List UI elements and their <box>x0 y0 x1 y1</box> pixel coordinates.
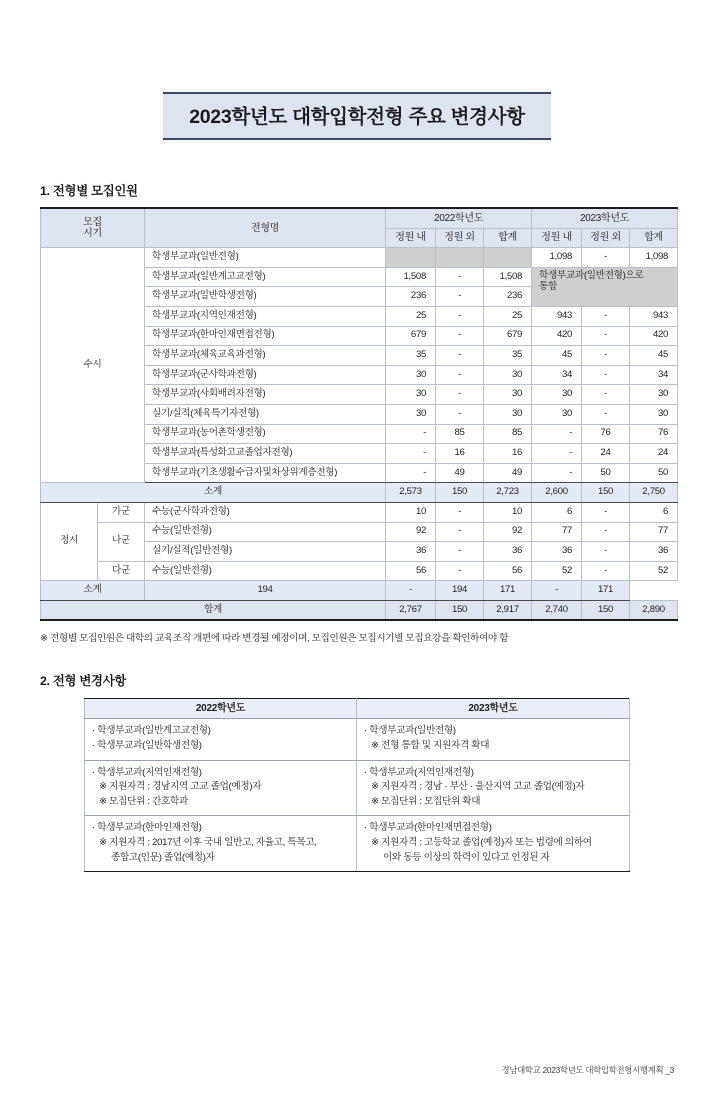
changes-line: ※ 지원자격 : 경남지역 고교 졸업(예정)자 <box>99 781 262 793</box>
changes-cell-2022 <box>85 760 357 816</box>
section2-heading: 2. 전형 변경사항 <box>40 674 127 689</box>
cell-2022-quota-out: - <box>436 287 484 307</box>
merged-integration-note <box>532 267 678 306</box>
cell-2023-quota-in: 77 <box>532 522 582 542</box>
subtotal-2022-sum: 2,723 <box>484 483 532 503</box>
program-name: 학생부교과(일반계고교전형) <box>145 267 386 287</box>
changes-table <box>84 698 630 872</box>
cell-2023-quota-out: - <box>582 542 630 562</box>
grand-total-2023-quota-out: 150 <box>582 600 630 620</box>
cell-2023-sum: 30 <box>630 404 678 424</box>
cell-2022-sum: 85 <box>484 424 532 444</box>
subtotal-row-susi <box>41 483 678 503</box>
page-title: 2023학년도 대학입학전형 주요 변경사항 <box>163 92 551 140</box>
changes-line: · 학생부교과(한마인재면접전형) <box>364 822 492 834</box>
cell-2023-quota-out: - <box>582 248 630 268</box>
cell-2023-quota-out: 76 <box>582 424 630 444</box>
changes-line: 종합고(인문) 졸업(예정)자 <box>111 851 215 863</box>
changes-cell-2023 <box>357 760 630 816</box>
header-year-2023: 2023학년도 <box>532 208 678 228</box>
changes-line: · 학생부교과(일반계고교전형) <box>92 725 211 737</box>
cell-2023-quota-out: - <box>582 404 630 424</box>
cell-2022-sum: 30 <box>484 385 532 405</box>
cell-2022-quota-in: 10 <box>386 502 436 522</box>
cell-2022-quota-out: 85 <box>436 424 484 444</box>
cell-2023-quota-out: 24 <box>582 444 630 464</box>
changes-line: ※ 모집단위 : 모집단위 확대 <box>371 795 481 807</box>
program-name: 수능(군사학과전형) <box>145 502 386 522</box>
changes-line: ※ 모집단위 : 간호학과 <box>99 795 188 807</box>
cell-2022-quota-in: 35 <box>386 346 436 366</box>
subtotal-2023-quota-in: 2,600 <box>532 483 582 503</box>
group-label-jeongsi: 정시 <box>41 502 98 580</box>
changes-cell-2023 <box>357 719 630 760</box>
changes-row <box>85 816 630 872</box>
cell-2022-sum: 92 <box>484 522 532 542</box>
grand-total-2022-quota-out: 150 <box>436 600 484 620</box>
cell-2022-sum <box>484 248 532 268</box>
cell-2023-quota-in: 34 <box>532 365 582 385</box>
grand-total-2023-sum: 2,890 <box>630 600 678 620</box>
header-2023-quota-out: 정원 외 <box>582 228 630 248</box>
cell-2022-quota-in: 679 <box>386 326 436 346</box>
cell-2023-quota-in: 30 <box>532 404 582 424</box>
cell-2023-sum: 420 <box>630 326 678 346</box>
subtotal-2023-quota-out: - <box>532 581 582 601</box>
cell-2022-quota-out: - <box>436 404 484 424</box>
header-2023-sum: 합계 <box>630 228 678 248</box>
cell-2023-quota-out: - <box>582 326 630 346</box>
cell-2023-quota-in: 6 <box>532 502 582 522</box>
table-row <box>41 561 678 581</box>
cell-2023-sum: 77 <box>630 522 678 542</box>
changes-line: ※ 지원자격 : 2017년 이후 국내 일반고, 자율고, 특목고, <box>99 836 317 848</box>
subtotal-2022-sum: 194 <box>436 581 484 601</box>
cell-2023-sum: 24 <box>630 444 678 464</box>
cell-2022-quota-out: - <box>436 306 484 326</box>
table-row <box>41 502 678 522</box>
changes-line: · 학생부교과(한마인재전형) <box>92 822 202 834</box>
cell-2022-quota-in: 30 <box>386 385 436 405</box>
changes-row <box>85 719 630 760</box>
subtotal-2022-quota-in: 2,573 <box>386 483 436 503</box>
changes-cell-2022 <box>85 816 357 872</box>
program-name: 실기/실적(일반전형) <box>145 542 386 562</box>
merged-note-line1: 학생부교과(일반전형)으로 <box>539 269 644 281</box>
changes-line: · 학생부교과(지역인재전형) <box>92 766 202 778</box>
cell-2022-quota-out: 16 <box>436 444 484 464</box>
cell-2022-quota-in <box>386 248 436 268</box>
cell-2022-quota-in: 236 <box>386 287 436 307</box>
cell-2022-sum: 49 <box>484 463 532 483</box>
program-name: 학생부교과(농어촌학생전형) <box>145 424 386 444</box>
cell-2022-sum: 30 <box>484 404 532 424</box>
cell-2023-sum: 52 <box>630 561 678 581</box>
cell-2022-quota-out <box>436 248 484 268</box>
header-2022-sum: 합계 <box>484 228 532 248</box>
program-name: 학생부교과(일반학생전형) <box>145 287 386 307</box>
program-name: 학생부교과(기초생활수급자및차상위계층전형) <box>145 463 386 483</box>
cell-2022-quota-out: - <box>436 542 484 562</box>
cell-2022-quota-in: 36 <box>386 542 436 562</box>
subtotal-2022-quota-out: 150 <box>436 483 484 503</box>
cell-2023-quota-out: - <box>582 385 630 405</box>
program-name: 학생부교과(한마인재면접전형) <box>145 326 386 346</box>
cell-2023-quota-in: 45 <box>532 346 582 366</box>
changes-line: 이와 동등 이상의 학력이 있다고 인정된 자 <box>383 851 550 863</box>
cell-2023-sum: 34 <box>630 365 678 385</box>
cell-2023-sum: 76 <box>630 424 678 444</box>
cell-2023-sum: 45 <box>630 346 678 366</box>
cell-2022-sum: 25 <box>484 306 532 326</box>
changes-line: ※ 지원자격 : 경남 · 부산 · 울산지역 고교 졸업(예정)자 <box>371 781 585 793</box>
group-label-na: 나군 <box>98 522 145 561</box>
cell-2023-quota-in: 1,098 <box>532 248 582 268</box>
grand-total-2023-quota-in: 2,740 <box>532 600 582 620</box>
cell-2022-sum: 16 <box>484 444 532 464</box>
subtotal-row-jeongsi <box>41 581 678 601</box>
changes-table-wrap <box>40 698 674 872</box>
program-name: 수능(일반전형) <box>145 561 386 581</box>
changes-row <box>85 760 630 816</box>
cell-2022-quota-out: - <box>436 365 484 385</box>
page-footer: 경남대학교 2023학년도 대학입학전형시행계획 _3 <box>501 1065 674 1075</box>
group-label-ga: 가군 <box>98 502 145 522</box>
header-program-name: 전형명 <box>145 208 386 248</box>
header-year-2022: 2022학년도 <box>386 208 532 228</box>
cell-2023-quota-in: - <box>532 424 582 444</box>
cell-2023-quota-in: - <box>532 463 582 483</box>
cell-2022-quota-in: 30 <box>386 404 436 424</box>
changes-line: · 학생부교과(지역인재전형) <box>364 766 474 778</box>
cell-2022-sum: 1,508 <box>484 267 532 287</box>
cell-2022-quota-out: - <box>436 267 484 287</box>
program-name: 학생부교과(지역인재전형) <box>145 306 386 326</box>
cell-2023-quota-in: 420 <box>532 326 582 346</box>
grand-total-2022-quota-in: 2,767 <box>386 600 436 620</box>
cell-2023-sum: 36 <box>630 542 678 562</box>
cell-2023-quota-out: - <box>582 365 630 385</box>
header-2023-quota-in: 정원 내 <box>532 228 582 248</box>
changes-header-2022: 2022학년도 <box>85 699 357 719</box>
cell-2022-quota-out: - <box>436 385 484 405</box>
program-name: 학생부교과(특성화고교졸업자전형) <box>145 444 386 464</box>
program-name: 학생부교과(군사학과전형) <box>145 365 386 385</box>
cell-2022-quota-in: 56 <box>386 561 436 581</box>
cell-2022-sum: 56 <box>484 561 532 581</box>
cell-2023-quota-out: - <box>582 502 630 522</box>
group-label-da: 다군 <box>98 561 145 581</box>
changes-line: ※ 전형 통합 및 지원자격 확대 <box>371 740 490 752</box>
subtotal-2023-quota-in: 171 <box>484 581 532 601</box>
subtotal-2022-quota-in: 194 <box>145 581 386 601</box>
cell-2023-sum: 30 <box>630 385 678 405</box>
table-row <box>41 248 678 268</box>
cell-2023-quota-in: - <box>532 444 582 464</box>
program-name: 실기/실적(체육특기자전형) <box>145 404 386 424</box>
cell-2022-quota-in: - <box>386 463 436 483</box>
cell-2022-quota-out: - <box>436 522 484 542</box>
subtotal-2023-sum: 2,750 <box>630 483 678 503</box>
admission-quota-table <box>40 207 678 621</box>
cell-2022-sum: 236 <box>484 287 532 307</box>
cell-2023-quota-in: 943 <box>532 306 582 326</box>
table-header-row-1 <box>41 208 678 228</box>
changes-header-2023: 2023학년도 <box>357 699 630 719</box>
changes-cell-2023 <box>357 816 630 872</box>
cell-2022-quota-out: - <box>436 346 484 366</box>
grand-total-row <box>41 600 678 620</box>
cell-2022-sum: 36 <box>484 542 532 562</box>
cell-2022-quota-in: 92 <box>386 522 436 542</box>
program-name: 수능(일반전형) <box>145 522 386 542</box>
program-name: 학생부교과(일반전형) <box>145 248 386 268</box>
subtotal-label: 소계 <box>41 581 145 601</box>
cell-2023-quota-in: 36 <box>532 542 582 562</box>
cell-2023-quota-out: 50 <box>582 463 630 483</box>
cell-2022-quota-out: - <box>436 502 484 522</box>
cell-2022-quota-out: - <box>436 561 484 581</box>
table-row <box>41 522 678 542</box>
cell-2022-sum: 30 <box>484 365 532 385</box>
subtotal-2023-quota-out: 150 <box>582 483 630 503</box>
cell-2023-sum: 50 <box>630 463 678 483</box>
cell-2023-quota-out: - <box>582 561 630 581</box>
cell-2023-quota-in: 30 <box>532 385 582 405</box>
cell-2022-sum: 10 <box>484 502 532 522</box>
changes-header-row <box>85 699 630 719</box>
cell-2022-quota-in: - <box>386 444 436 464</box>
program-name: 학생부교과(체육교육과전형) <box>145 346 386 366</box>
header-2022-quota-in: 정원 내 <box>386 228 436 248</box>
header-period: 모집 시기 <box>41 208 145 248</box>
cell-2022-quota-in: 1,508 <box>386 267 436 287</box>
subtotal-2023-sum: 171 <box>582 581 630 601</box>
grand-total-2022-sum: 2,917 <box>484 600 532 620</box>
subtotal-label: 소계 <box>41 483 386 503</box>
cell-2022-quota-out: - <box>436 326 484 346</box>
cell-2022-quota-in: - <box>386 424 436 444</box>
cell-2022-quota-in: 30 <box>386 365 436 385</box>
cell-2023-quota-out: - <box>582 522 630 542</box>
cell-2022-sum: 35 <box>484 346 532 366</box>
group-label-susi: 수시 <box>41 248 145 483</box>
title-banner-wrap <box>40 92 674 140</box>
cell-2022-sum: 679 <box>484 326 532 346</box>
cell-2023-sum: 943 <box>630 306 678 326</box>
section1-footnote: ※ 전형별 모집인원은 대학의 교육조직 개편에 따라 변경될 예정이며, 모집인원은 모집시기별 모집요강을 확인하여야 함 <box>40 633 509 645</box>
changes-line: · 학생부교과(일반학생전형) <box>92 740 202 752</box>
changes-cell-2022 <box>85 719 357 760</box>
cell-2023-sum: 1,098 <box>630 248 678 268</box>
merged-note-line2: 통합 <box>539 280 557 292</box>
grand-total-label: 합계 <box>41 600 386 620</box>
cell-2022-quota-out: 49 <box>436 463 484 483</box>
cell-2022-quota-in: 25 <box>386 306 436 326</box>
cell-2023-quota-out: - <box>582 346 630 366</box>
subtotal-2022-quota-out: - <box>386 581 436 601</box>
document-page <box>0 92 714 1101</box>
section1-heading: 1. 전형별 모집인원 <box>40 184 138 198</box>
cell-2023-sum: 6 <box>630 502 678 522</box>
header-2022-quota-out: 정원 외 <box>436 228 484 248</box>
changes-line: ※ 지원자격 : 고등학교 졸업(예정)자 또는 법령에 의하여 <box>371 836 592 848</box>
changes-line: · 학생부교과(일반전형) <box>364 725 456 737</box>
cell-2023-quota-in: 52 <box>532 561 582 581</box>
program-name: 학생부교과(사회배려자전형) <box>145 385 386 405</box>
cell-2023-quota-out: - <box>582 306 630 326</box>
